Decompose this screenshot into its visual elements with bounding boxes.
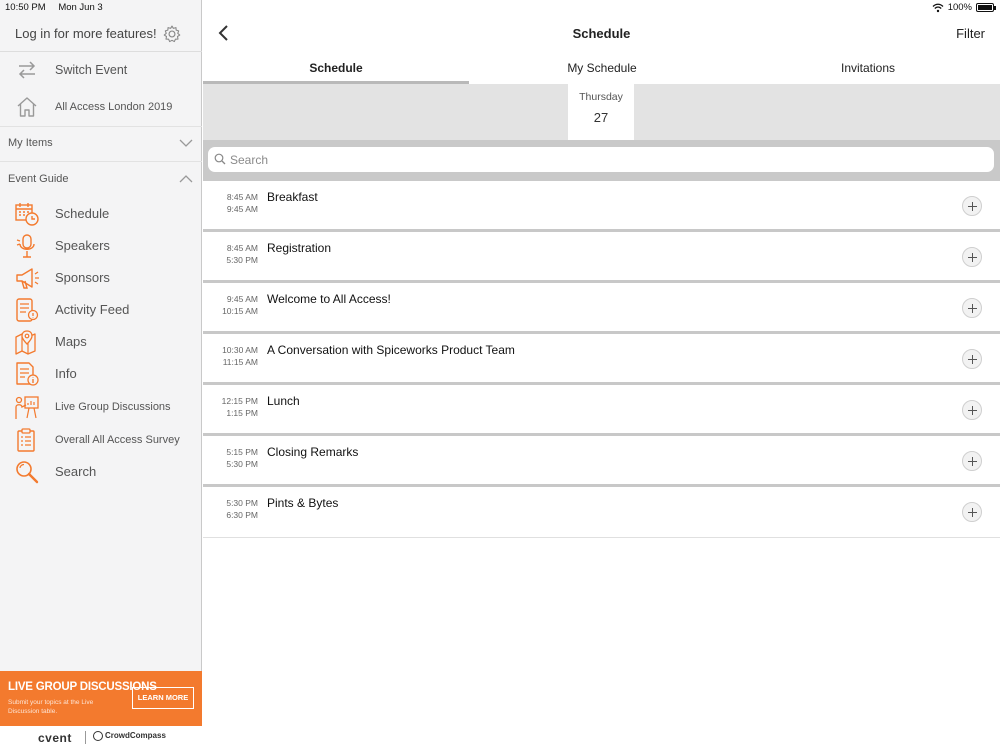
map-pin-icon [14, 329, 40, 355]
guide-item-label: Info [55, 366, 77, 381]
date-number: 27 [593, 110, 609, 125]
session-start-time: 5:30 PM [226, 498, 258, 508]
status-bar-left [5, 2, 113, 13]
crowdcompass-label: CrowdCompass [105, 731, 166, 741]
guide-item-sponsors[interactable] [0, 262, 202, 294]
add-session-button[interactable] [962, 451, 982, 471]
logo-divider [85, 731, 86, 744]
chevron-up-icon [179, 174, 193, 184]
main-panel [203, 0, 1000, 750]
guide-item-maps[interactable] [0, 326, 202, 358]
event-guide-header[interactable] [0, 169, 202, 191]
date-day: Thursday [579, 91, 623, 103]
switch-event-label: Switch Event [55, 63, 128, 77]
guide-item-label: Maps [55, 334, 87, 349]
session-title: Breakfast [267, 190, 318, 204]
guide-item-label: Live Group Discussions [55, 401, 171, 413]
my-items-label: My Items [8, 137, 53, 149]
guide-item-live-group-discussions[interactable] [0, 391, 202, 423]
battery-icon [976, 3, 994, 12]
guide-item-activity-feed[interactable] [0, 294, 202, 326]
session-title: Closing Remarks [267, 445, 359, 459]
add-session-button[interactable] [962, 247, 982, 267]
add-session-button[interactable] [962, 400, 982, 420]
learn-more-button[interactable]: LEARN MORE [132, 687, 194, 709]
session-row[interactable] [203, 334, 1000, 385]
status-date: Mon Jun 3 [58, 2, 103, 13]
tab-invitations[interactable]: Invitations [840, 61, 896, 75]
guide-item-search[interactable] [0, 456, 202, 488]
event-home-item[interactable] [0, 89, 202, 125]
promo-subtitle: Submit your topics at the Live Discussion table. [8, 699, 94, 715]
divider [0, 161, 202, 162]
guide-item-label: Search [55, 464, 97, 479]
session-row[interactable] [203, 436, 1000, 487]
session-row[interactable] [203, 283, 1000, 334]
session-title: Welcome to All Access! [267, 292, 391, 306]
session-start-time: 8:45 AM [226, 243, 258, 253]
footer-logos [0, 726, 202, 750]
info-document-icon [14, 361, 40, 387]
event-guide-label: Event Guide [8, 173, 69, 185]
session-end-time: 10:15 AM [222, 306, 258, 316]
tab-my-schedule[interactable]: My Schedule [567, 61, 637, 75]
search-band [203, 140, 1000, 181]
chevron-down-icon [179, 138, 193, 148]
date-cell-selected[interactable] [568, 84, 634, 140]
gear-icon[interactable] [162, 24, 182, 44]
session-end-time: 11:15 AM [222, 357, 258, 367]
guide-item-label: Sponsors [55, 270, 110, 285]
wifi-icon [932, 3, 944, 13]
session-end-time: 5:30 PM [226, 459, 258, 469]
promo-banner[interactable] [0, 671, 202, 726]
add-session-button[interactable] [962, 349, 982, 369]
session-list [203, 181, 1000, 538]
microphone-icon [14, 233, 40, 259]
session-title: A Conversation with Spiceworks Product Team [267, 343, 515, 357]
tab-bar [203, 52, 1000, 84]
guide-item-label: Overall All Access Survey [55, 434, 180, 446]
session-end-time: 5:30 PM [226, 255, 258, 265]
switch-arrows-icon [15, 58, 39, 82]
session-end-time: 9:45 AM [226, 204, 258, 214]
session-row[interactable] [203, 385, 1000, 436]
session-row[interactable] [203, 487, 1000, 538]
status-bar-right [932, 2, 994, 13]
event-name-label: All Access London 2019 [55, 101, 173, 113]
session-row[interactable] [203, 232, 1000, 283]
crowdcompass-logo [93, 731, 166, 741]
session-title: Pints & Bytes [267, 496, 339, 510]
divider [0, 126, 202, 127]
switch-event-item[interactable] [0, 52, 202, 88]
session-row[interactable] [203, 181, 1000, 232]
login-prompt[interactable]: Log in for more features! [15, 26, 157, 41]
search-icon [214, 153, 226, 165]
home-icon [15, 95, 39, 119]
status-time: 10:50 PM [5, 2, 46, 13]
clipboard-icon [14, 427, 40, 453]
session-start-time: 5:15 PM [226, 447, 258, 457]
guide-item-label: Schedule [55, 206, 110, 221]
calendar-clock-icon [14, 201, 40, 227]
search-box[interactable] [208, 147, 994, 172]
session-title: Lunch [267, 394, 300, 408]
cvent-logo: cvent [38, 731, 72, 745]
promo-title: LIVE GROUP DISCUSSIONS [8, 681, 157, 693]
session-end-time: 6:30 PM [226, 510, 258, 520]
search-icon [14, 459, 40, 485]
add-session-button[interactable] [962, 502, 982, 522]
megaphone-icon [14, 265, 40, 291]
guide-item-schedule[interactable] [0, 198, 202, 230]
login-row[interactable] [0, 20, 202, 52]
session-start-time: 9:45 AM [226, 294, 258, 304]
session-end-time: 1:15 PM [226, 408, 258, 418]
guide-item-info[interactable] [0, 358, 202, 390]
guide-item-label: Speakers [55, 238, 110, 253]
session-start-time: 12:15 PM [221, 396, 258, 406]
page-title: Schedule [572, 26, 631, 41]
crowdcompass-mark-icon [93, 731, 103, 741]
guide-item-label: Activity Feed [55, 302, 130, 317]
guide-item-survey[interactable] [0, 424, 202, 456]
my-items-header[interactable] [0, 133, 202, 155]
session-title: Registration [267, 241, 332, 255]
session-start-time: 10:30 AM [222, 345, 258, 355]
search-input[interactable] [230, 147, 970, 172]
activity-feed-icon [14, 297, 40, 323]
date-strip [203, 84, 1000, 140]
session-start-time: 8:45 AM [226, 192, 258, 202]
sidebar [0, 0, 202, 750]
guide-item-speakers[interactable] [0, 230, 202, 262]
add-session-button[interactable] [962, 196, 982, 216]
filter-button[interactable]: Filter [956, 26, 985, 41]
add-session-button[interactable] [962, 298, 982, 318]
tab-schedule[interactable]: Schedule [203, 52, 469, 84]
presentation-icon [14, 394, 40, 420]
battery-percent: 100% [947, 2, 972, 13]
